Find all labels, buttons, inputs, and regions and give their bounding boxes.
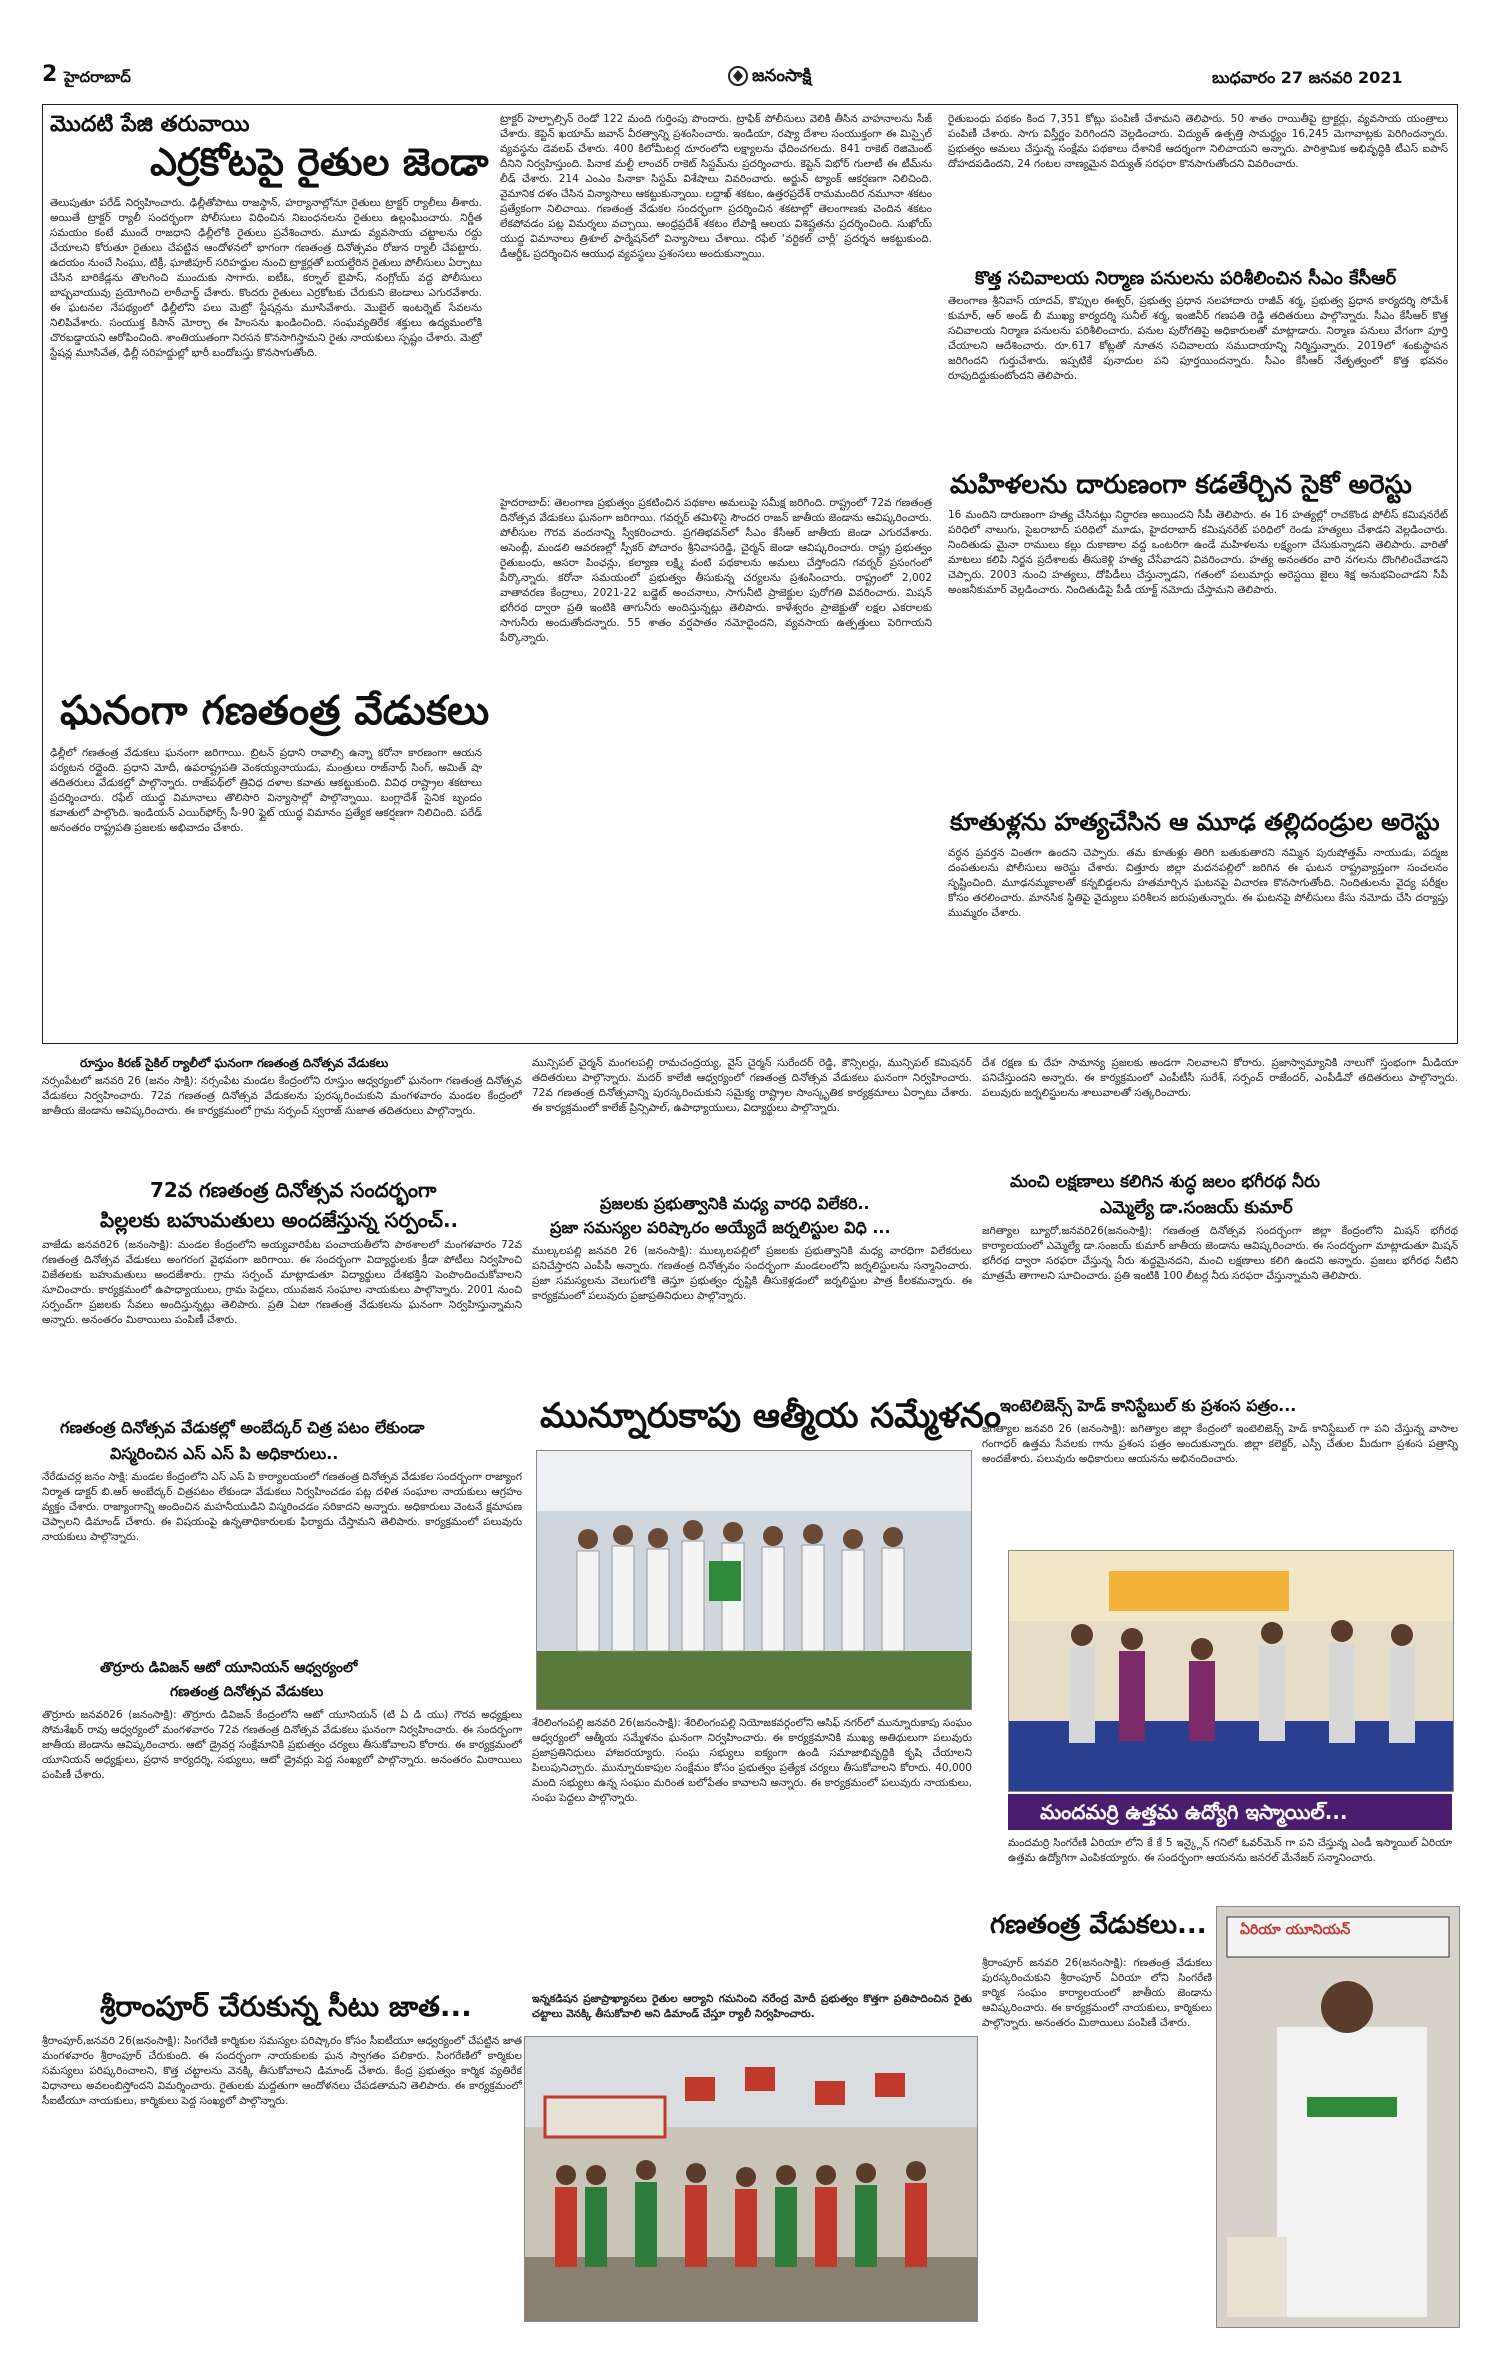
story-ambedkar-body: నేరేడుచర్ల జనం సాక్షి: మండల కేంద్రంలోని ఎస్ ఎస్ పి కార్యాలయంలో గణతంత్ర దినోత్సవ వేడుకల సందర్భంగా రాజ్యాంగ నిర్మాత డాక్టర్ బి.ఆర్ అంబేద్కర్ చిత్రపటం లేకుండా వేడుకలు నిర్వహించడం పట్ల దళిత సంఘాల నాయకులు ఆగ్రహం వ్యక్తం చేశారు. రాజ్యాంగాన్ని అందించిన మహనీయుడిని విస్మరించడం సరికాదని అన్నారు. అధికారులు వెంటనే క్షమాపణ చెప్పాలని డిమాండ్ చేశారు. ఈ విషయంపై ఉన్నతాధికారులకు ఫిర్యాదు చేస్తామని తెలిపారు. కార్యక్రమంలో పలువురు నాయకులు పాల్గొన్నారు. [42, 1471, 522, 1543]
photo-union-flag-hoisting [1216, 1906, 1460, 2328]
story-republic-celebrations-body: శ్రీరాంపూర్ జనవరి 26(జనంసాక్షి): గణతంత్ర వేడుకలు పురస్కరించుకుని శ్రీరాంపూర్ ఏరియా లోని సింగరేణి కార్మిక సంఘం కార్యాలయంలో జాతీయ జెండాను ఆవిష్కరించారు. ఈ కార్యక్రమంలో నాయకులు, కార్మికులు పాల్గొన్నారు. అనంతరం మిఠాయిలు పంపిణీ చేశారు. [982, 1957, 1212, 2029]
headline-psycho-arrest: మహిళలను దారుణంగా కడతేర్చిన సైకో అరెస్టు [950, 470, 1412, 500]
page-header [42, 60, 1458, 96]
headline-secretariat: కొత్త సచివాలయ నిర్మాణ పనులను పరిశీలించిన సీఎం కేసీఆర్ [975, 268, 1397, 289]
masthead-logo-icon [728, 66, 748, 86]
headline-auto-union-1: తొర్రూరు డివిజన్ ఆటో యూనియన్ ఆధ్వర్యంలో [100, 1660, 358, 1676]
masthead-title: జనంసాక్షి [752, 66, 812, 86]
headline-rustum-rally: రూస్తుం కిరణ్ సైకిల్ ర్యాలీలో ఘనంగా గణతంత్ర దినోత్సవ వేడుకలు [80, 1056, 389, 1070]
photo-union-banner-text: ఏరియా యూనియన్ [1240, 1922, 1351, 1938]
headline-ambedkar-1: గణతంత్ర దినోత్సవ వేడుకల్లో అంబేద్కర్ చిత్ర పటం లేకుండా [60, 1418, 425, 1437]
headline-gifts-1: 72వ గణతంత్ర దినోత్సవ సందర్భంగా [150, 1178, 437, 1202]
headline-intelligence: ఇంటెలిజెన్స్ హెడ్ కానిస్టేబుల్ కు ప్రశంస పత్రం... [1000, 1396, 1297, 1415]
story-secretariat-body: తెలంగాణ శ్రీనివాస్ యాదవ్, కొప్పుల ఈశ్వర్, ప్రభుత్వ ప్రధాన సలహాదారు రాజీవ్ శర్మ, ప్రభుత్వ ప్రధాన కార్యదర్శి సోమేశ్ కుమార్, ఆర్ అండ్ బీ ముఖ్య కార్యదర్శి సునీల్ శర్మ, ఇంజినీర్ గణపతి రెడ్డి తదితరులు పాల్గొన్నారు. సీఎం కేసీఆర్ కొత్త సచివాలయ నిర్మాణ పనులను పరిశీలించారు. పనుల పురోగతిపై అధికారులతో మాట్లాడారు. నిర్మాణ పనులు వేగంగా పూర్తి చేయాలని ఆదేశించారు. రూ.617 కోట్లతో నూతన సచివాలయ సముదాయాన్ని నిర్మిస్తున్నారు. 2019లో శంకుస్థాపన జరిగిందని గుర్తుచేశారు. ఇప్పటికే పునాదుల పని పూర్తయిందన్నారు. సీఎం కేసీఆర్ నేతృత్వంలో కొత్త భవనం రూపుదిద్దుకుంటోందని తెలిపారు. [948, 295, 1448, 382]
photo-farmers-rally [524, 2036, 978, 2322]
story-parents-arrest-body: వర్ధన ప్రవర్తన వింతగా ఉందని చెప్పారు. తమ కూతుళ్లు తిరిగి బతుకుతారని నమ్మిన పురుషోత్తమ్ నాయుడు, పద్మజ దంపతులను పోలీసులు అరెస్టు చేశారు. చిత్తూరు జిల్లా మదనపల్లిలో జరిగిన ఈ ఘటన రాష్ట్రవ్యాప్తంగా సంచలనం సృష్టించింది. మూఢనమ్మకాలతో కన్నబిడ్డలను హతమార్చిన ఘటనపై విచారణ కొనసాగుతోంది. నిందితులను వైద్య పరీక్షల కోసం తరలించారు. మానసిక స్థితిపై వైద్యులు పరిశీలన జరుపుతున్నారు. ఈ ఘటనపై పోలీసులు కేసు నమోదు చేసి దర్యాప్తు ముమ్మరం చేశారు. [948, 847, 1448, 919]
headline-bhagiratha-1: మంచి లక్షణాలు కలిగిన శుద్ధ జలం భగీరథ నీరు [1010, 1172, 1320, 1192]
photo-munnurukapu-meeting [536, 1450, 972, 1710]
headline-journalist-2: ప్రజా సమస్యల పరిష్కారం అయ్యేదే జర్నలిస్టుల విధి ... [550, 1218, 891, 1237]
headline-ambedkar-2: విస్మరించిన ఎస్ ఎస్ పి అధికారులు.. [110, 1444, 339, 1463]
headline-gifts-2: పిల్లలకు బహుమతులు అందజేస్తున్న సర్పంచ్.. [100, 1208, 459, 1232]
story-republic-day-body: ఢిల్లీలో గణతంత్ర వేడుకలు ఘనంగా జరిగాయి. బ్రిటన్ ప్రధాని రావాల్సి ఉన్నా కరోనా కారణంగా ఆయన పర్యటన రద్దైంది. ప్రధాని మోదీ, ఉపరాష్ట్రపతి వెంకయ్యనాయుడు, మంత్రులు రాజ్‌నాథ్ సింగ్, అమిత్ షా తదితరులు వేడుకల్లో పాల్గొన్నారు. రాజ్‌పథ్‌లో త్రివిధ దళాల కవాతు ఆకట్టుకుంది. వివిధ రాష్ట్రాల శకటాలు ప్రదర్శించారు. రఫేల్ యుద్ధ విమానాలు తొలిసారి విన్యాసాల్లో పాల్గొన్నాయి. బంగ్లాదేశ్ సైనిక బృందం కవాతులో పాల్గొంది. ఇండియన్ ఎయిర్‌ఫోర్స్ సీ-90 ఫ్లైట్ యుద్ధ విమానం ప్రత్యేక ఆకర్షణగా నిలిచింది. పరేడ్ అనంతరం రాష్ట్రపతి ప్రజలకు అభివాదం చేశారు. [50, 747, 482, 834]
headline-republic-celebrations: గణతంత్ర వేడుకలు... [990, 1910, 1207, 1940]
headline-red-fort: ఎర్రకోటపై రైతుల జెండా [150, 140, 489, 184]
headline-citu-jatha: శ్రీరాంపూర్ చేరుకున్న సీటు జాత... [100, 1990, 472, 2023]
story-bhagiratha-body: జగిత్యాల బ్యూరో,జనవరి26(జనంసాక్షి): గణతంత్ర దినోత్సవ సందర్భంగా జిల్లా కేంద్రంలోని మిషన్ భగీరథ కార్యాలయంలో ఎమ్మెల్యే డా.సంజయ్ కుమార్ జాతీయ జెండాను ఆవిష్కరించారు. ఈ సందర్భంగా మాట్లాడుతూ మిషన్ భగీరథ ద్వారా సరఫరా చేస్తున్న నీరు శుద్ధమైనదని, మంచి లక్షణాలు కలిగి ఉందని అన్నారు. ప్రజలు భగీరథ నీటిని మాత్రమే తాగాలని సూచించారు. ప్రతి ఇంటికి 100 లీటర్ల నీరు సరఫరా చేస్తున్నామని తెలిపారు. [982, 1225, 1458, 1282]
page-date: బుధవారం 27 జనవరి 2021 [1212, 68, 1403, 87]
story-red-fort-body: తెలుపుతూ పరేడ్ నిర్వహించారు. ఢిల్లీతోపాటు రాజస్థాన్, హర్యానాల్లోనూ రైతులు ట్రాక్టర్ ర్యాలీలు తీశారు. అయితే ట్రాక్టర్ ర్యాలీ సందర్భంగా పోలీసులు విధించిన నిబంధనలను రైతులు ఉల్లంఘించారు. నిర్ణీత సమయం కంటే ముందే రాజధాని ఢిల్లీలోకి రైతులు ప్రవేశించారు. మూడు వ్యవసాయ చట్టాలను రద్దు చేయాలని కోరుతూ రైతులు చేపట్టిన ఆందోళనలో భాగంగా గణతంత్ర దినోత్సవం రోజున ర్యాలీ చేపట్టారు. ఉదయం నుంచే సింఘు, టిక్రీ, ఘాజీపూర్ సరిహద్దుల నుంచి ట్రాక్టర్లతో బయల్దేరిన రైతులు పోలీసులు ఏర్పాటు చేసిన బారికేడ్లను తొలగించి ముందుకు సాగారు. ఐటీఓ, కర్నాల్ బైపాస్, నంగ్లోయ్ వద్ద పోలీసులు బాష్పవాయువు ప్రయోగించి లాఠీచార్జ్ చేశారు. కొందరు రైతులు ఎర్రకోటకు చేరుకుని జెండాలు ఎగురవేశారు. ఈ ఘటనల నేపథ్యంలో ఢిల్లీలోని పలు మెట్రో స్టేషన్లను మూసివేశారు. మొబైల్ ఇంటర్నెట్ సేవలను నిలిపివేశారు. సంయుక్త కిసాన్ మోర్చా ఈ హింసను ఖండించింది. సంఘవ్యతిరేక శక్తులు ఉద్యమంలోకి చొరబడ్డాయని ఆరోపించింది. శాంతియుతంగా నిరసన కొనసాగిస్తామని రైతు నాయకులు స్పష్టం చేశారు. మెట్రో స్టేషన్ల మూసివేత, ఢిల్లీ సరిహద్దుల్లో భారీ బందోబస్తు కొనసాగుతోంది. [50, 197, 482, 359]
headline-republic-day: ఘనంగా గణతంత్ర వేడుకలు [60, 688, 490, 734]
photo-best-employee [1008, 1550, 1454, 1792]
story-auto-union-body: తొర్రూరు జనవరి26 (జనంసాక్షి): తొర్రూరు డివిజన్ కేంద్రంలోని ఆటో యూనియన్ (టి ఏ డి యు) గౌరవ అధ్యక్షులు సోమశేఖర్ రావు ఆధ్వర్యంలో మంగళవారం 72వ గణతంత్ర దినోత్సవ వేడుకలు ఘనంగా నిర్వహించారు. ఈ సందర్భంగా జాతీయ జెండాను ఆవిష్కరించారు. ఆటో డ్రైవర్ల సంక్షేమానికి ప్రభుత్వం చర్యలు తీసుకోవాలని కోరారు. ఈ కార్యక్రమంలో యూనియన్ అధ్యక్షులు, ప్రధాన కార్యదర్శి, సభ్యులు, ఆటో డ్రైవర్లు పెద్ద సంఖ్యలో పాల్గొన్నారు. అనంతరం మిఠాయిలు పంపిణీ చేశారు. [42, 1709, 522, 1781]
headline-auto-union-2: గణతంత్ర దినోత్సవ వేడుకలు [170, 1684, 324, 1700]
story-munnurukapu-body: శేరిలింగంపల్లి జనవరి 26(జనంసాక్షి): శేరిలింగంపల్లి నియోజకవర్గంలోని ఆసిఫ్ నగర్‌లో మున్నూరుకాపు సంఘం ఆధ్వర్యంలో ఆత్మీయ సమ్మేళనం ఘనంగా నిర్వహించారు. ఈ కార్యక్రమానికి ముఖ్య అతిథులుగా పలువురు ప్రజాప్రతినిధులు హాజరయ్యారు. సంఘ సభ్యులు ఐక్యంగా ఉండి సమాజాభివృద్ధికి కృషి చేయాలని పిలుపునిచ్చారు. మున్నూరుకాపుల సంక్షేమం కోసం ప్రభుత్వం ప్రత్యేక చర్యలు తీసుకోవాలని కోరారు. 40,000 మంది సభ్యులు ఉన్న సంఘం మరింత బలోపేతం కావాలని అన్నారు. ఈ కార్యక్రమంలో పలువురు నాయకులు, సంఘ పెద్దలు పాల్గొన్నారు. [532, 1717, 972, 1804]
caption-best-employee: మందమర్రి ఉత్తమ ఉద్యోగి ఇస్మాయిల్... [1008, 1794, 1452, 1830]
story-intelligence-body: జగిత్యాల జనవరి 26 (జనంసాక్షి): జగిత్యాల జిల్లా కేంద్రంలో ఇంటెలిజెన్స్ హెడ్ కానిస్టేబుల్ గా పని చేస్తున్న వాసాల గంగాధర్ ఉత్తమ సేవలకు గాను ప్రశంస పత్రం అందుకున్నారు. జిల్లా కలెక్టర్, ఎస్పీ చేతుల మీదుగా ప్రశంస పత్రాన్ని అందజేశారు. పలువురు అధికారులు ఆయనను అభినందించారు. [982, 1423, 1458, 1465]
headline-parents-arrest: కూతుళ్లను హత్యచేసిన ఆ మూఢ తల్లిదండ్రుల అరెస్టు [950, 808, 1440, 836]
story-column-3-top: రైతుబంధు పథకం కింద 7,351 కోట్లు పంపిణీ చేశామని తెలిపారు. 50 శాతం రాయితీపై ట్రాక్టర్లు, వ్యవసాయ యంత్రాలు పంపిణీ చేశారు. సాగు విస్తీర్ణం పెరిగిందని వెల్లడించారు. విద్యుత్ ఉత్పత్తి సామర్థ్యం 16,245 మెగావాట్లకు పెరిగిందన్నారు. ప్రభుత్వం అమలు చేస్తున్న సంక్షేమ పథకాలు దేశానికే ఆదర్శంగా నిలిచాయని అన్నారు. పారిశ్రామిక అభివృద్ధికి టీఎస్ ఐపాస్ దోహదపడిందని, 24 గంటల నాణ్యమైన విద్యుత్ సరఫరా కొనసాగుతోందని వివరించారు. [948, 113, 1448, 170]
story-gifts-body: వాజేడు జనవరి26 (జనంసాక్షి): మండల కేంద్రంలోని అయ్యవారిపేట పంచాయతీలోని పాఠశాలలో మంగళవారం 72వ గణతంత్ర దినోత్సవ వేడుకలు అంగరంగ వైభవంగా జరిగాయి. ఈ సందర్భంగా విద్యార్థులకు క్రీడా పోటీలు నిర్వహించి విజేతలకు బహుమతులు అందజేశారు. గ్రామ సర్పంచ్ మాట్లాడుతూ విద్యార్థులు దేశభక్తిని పెంపొందించుకోవాలని సూచించారు. కార్యక్రమంలో ఉపాధ్యాయులు, గ్రామ పెద్దలు, యువజన సంఘాల నాయకులు పాల్గొన్నారు. 2001 నుంచి సర్పంచ్‌గా ప్రజలకు సేవలు అందిస్తున్నట్లు తెలిపారు. ప్రతి ఏటా గణతంత్ర వేడుకలను ఘనంగా నిర్వహిస్తున్నామని అన్నారు. అనంతరం మిఠాయిలు పంపిణీ చేశారు. [42, 1239, 522, 1326]
story-rustum-rally-body: నర్సంపేటలో జనవరి 26 (జనం సాక్షి): నర్సంపేట మండల కేంద్రంలోని రూస్తుం ఆధ్వర్యంలో ఘనంగా గణతంత్ర దినోత్సవ వేడుకలు నిర్వహించారు. 72వ గణతంత్ర దినోత్సవ వేడుకలను పురస్కరించుకుని మంగళవారం మండల కేంద్రంలో జాతీయ జెండాను ఆవిష్కరించారు. ఈ కార్యక్రమంలో గ్రామ సర్పంచ్ స్వరాజ్ సుజాత తదితరులు పాల్గొన్నారు. [42, 1075, 522, 1117]
story-municipal-body: మున్సిపల్ చైర్మన్ మంగలపల్లి రామచంద్రయ్య, వైస్ చైర్మన్ సురేందర్ రెడ్డి, కౌన్సిలర్లు, మున్సిపల్ కమిషనర్ తదితరులు పాల్గొన్నారు. మదర్ కాలేజీ ఆధ్వర్యంలో గణతంత్ర దినోత్సవ వేడుకలు ఘనంగా నిర్వహించారు. 72వ గణతంత్ర దినోత్సవాన్ని పురస్కరించుకుని సమైక్య రాష్ట్రాల సాంస్కృతిక కార్యక్రమాలు ఏర్పాటు చేశారు. ఈ కార్యక్రమంలో కాలేజ్ ప్రిన్సిపాల్, ఉపాధ్యాయులు, విద్యార్థులు పాల్గొన్నారు. [532, 1057, 972, 1114]
headline-munnurukapu: మున్నూరుకాపు ఆత్మీయ సమ్మేళనం [540, 1396, 1002, 1436]
headline-journalist-1: ప్రజలకు ప్రభుత్వానికి మధ్య వారధి విలేకరి.. [600, 1194, 870, 1213]
continued-kicker: మొదటి పేజి తరువాయి [50, 112, 250, 137]
headline-bhagiratha-2: ఎమ్మెల్యే డా.సంజయ్ కుమార్ [1100, 1198, 1293, 1218]
story-media-body: దేశ రక్షణ కు దేహ సామాన్య ప్రజలకు అండగా నిలవాలని కోరారు. ప్రజాస్వామ్యానికి నాలుగో స్తంభంగా మీడియా పనిచేస్తుందని అన్నారు. ఈ కార్యక్రమంలో ఎంపీటీసీ సురేశ్, సర్పంచ్ రాజేందర్, ఎంపీడీవో తదితరులు పాల్గొన్నారు. పలువురు జర్నలిస్టులను శాలువాలతో సత్కరించారు. [982, 1057, 1458, 1099]
story-column-2-bottom: హైదరాబాద్: తెలంగాణ ప్రభుత్వం ప్రకటించిన పథకాల అమలుపై సమీక్ష జరిగింది. రాష్ట్రంలో 72వ గణతంత్ర దినోత్సవ వేడుకలు ఘనంగా జరిగాయి. గవర్నర్ తమిళిసై సౌందర రాజన్ జాతీయ జెండాను ఆవిష్కరించారు. పోలీసుల గౌరవ వందనాన్ని స్వీకరించారు. ప్రగతిభవన్‌లో సీఎం కేసీఆర్ జాతీయ జెండా ఎగురవేశారు. అసెంబ్లీ, మండలి ఆవరణల్లో స్పీకర్ పోచారం శ్రీనివాసరెడ్డి, చైర్మన్ జెండా ఆవిష్కరించారు. రాష్ట్ర ప్రభుత్వం రైతుబంధు, ఆసరా పింఛన్లు, కల్యాణ లక్ష్మి వంటి పథకాలను అమలు చేస్తోందని గవర్నర్ ప్రసంగంలో పేర్కొన్నారు. కరోనా సమయంలో ప్రభుత్వం తీసుకున్న చర్యలను ప్రశంసించారు. రాష్ట్రంలో 2,002 వాతావరణ కేంద్రాలు, 2021-22 బడ్జెట్ అంచనాలు, సాగునీటి ప్రాజెక్టుల పురోగతి వివరించారు. మిషన్ భగీరథ ద్వారా ప్రతి ఇంటికి తాగునీరు అందిస్తున్నట్లు తెలిపారు. కాళేశ్వరం ప్రాజెక్టుతో లక్షల ఎకరాలకు సాగునీరు అందుతోందన్నారు. 55 శాతం వర్షపాతం నమోదైందని, వ్యవసాయ ఉత్పత్తులు పెరిగాయని పేర్కొన్నారు. [500, 497, 932, 644]
story-best-employee-body: మందమర్రి సింగరేణి ఏరియా లోని కే కే 5 ఇన్క్లైన్ గనిలో ఓవర్‌మెన్ గా పని చేస్తున్న ఎండీ ఇస్మాయిల్ ఏరియా ఉత్తమ ఉద్యోగిగా ఎంపికయ్యారు. ఈ సందర్భంగా ఆయనను జనరల్ మేనేజర్ సన్మానించారు. [1008, 1837, 1452, 1864]
page-number: 2 [42, 62, 58, 87]
page-city: హైదరాబాద్ [64, 68, 131, 86]
story-journalist-body: ముల్కలపల్లి జనవరి 26 (జనంసాక్షి): ముల్కలపల్లిలో ప్రజలకు ప్రభుత్వానికి మధ్య వారధిగా విలేకరులు పనిచేస్తారని ఎంపీపీ అన్నారు. గణతంత్ర దినోత్సవం సందర్భంగా మండలంలోని జర్నలిస్టులను సన్మానించారు. ప్రజా సమస్యలను వెలుగులోకి తెస్తూ ప్రభుత్వం దృష్టికి తీసుకెళ్లడంలో జర్నలిస్టుల పాత్ర కీలకమన్నారు. ఈ కార్యక్రమంలో పలువురు ప్రజాప్రతినిధులు పాల్గొన్నారు. [532, 1245, 972, 1302]
story-citu-jatha-body: శ్రీరాంపూర్,జనవరి 26(జనంసాక్షి): సింగరేణి కార్మికుల సమస్యల పరిష్కారం కోసం సీఐటీయూ ఆధ్వర్యంలో చేపట్టిన జాత మంగళవారం శ్రీరాంపూర్ చేరుకుంది. ఈ సందర్భంగా నాయకులకు ఘన స్వాగతం పలికారు. సింగరేణిలో కార్మికుల సమస్యలు పరిష్కరించాలని, కొత్త చట్టాలను వెనక్కి తీసుకోవాలని డిమాండ్ చేశారు. కేంద్ర ప్రభుత్వం కార్మిక వ్యతిరేక విధానాలు అవలంబిస్తోందని విమర్శించారు. రైతులకు మద్దతుగా ఆందోళనలు చేపడతామని తెలిపారు. ఈ కార్యక్రమంలో సీఐటీయూ నాయకులు, కార్మికులు పెద్ద సంఖ్యలో పాల్గొన్నారు. [42, 2035, 522, 2107]
caption-farmers-rally: ఇన్నకడిషన ప్రజాప్రాఖ్యానలు రైతుల ఆర్యాని గమనించి నరేంద్ర మోదీ ప్రభుత్వం కొత్తగా ప్రతిపాదించిన రైతు చట్టాలు వెనక్కి తీసుకోవాలి అని డిమాండ్ చేస్తూ ర్యాలీ నిర్వహించారు. [532, 1993, 972, 2020]
story-psycho-arrest-body: 16 మందిని దారుణంగా హత్య చేసినట్లు నిర్ధారణ అయిందని సీపీ తెలిపారు. ఈ 16 హత్యల్లో రాచకొండ పోలీస్ కమిషనరేట్ పరిధిలో నాలుగు, సైబరాబాద్ పరిధిలో మూడు, హైదరాబాద్ కమిషనరేట్ పరిధిలో రెండు హత్యలు చేశాడని వెల్లడించారు. నిందితుడు మైనా రాములు కల్లు దుకాణాల వద్ద ఒంటరిగా ఉండే మహిళలను లక్ష్యంగా చేసుకున్నాడని తెలిపారు. వారితో మాటలు కలిపి నిర్జన ప్రదేశాలకు తీసుకెళ్లి హత్య చేసేవాడని వివరించారు. హత్య అనంతరం వారి నగలను దొంగిలించేవాడని చెప్పారు. 2003 నుంచి హత్యలు, దోపిడీలు చేస్తున్నాడని, గతంలో పలుమార్లు అరెస్టయి జైలు శిక్ష అనుభవించాడని సీపీ అంజనీకుమార్ వెల్లడించారు. నిందితుడిపై పీడీ యాక్ట్ నమోదు చేస్తామని తెలిపారు. [948, 509, 1448, 596]
story-column-2-top: ట్రాక్టర్ హెల్పాల్సిన్ రెండో 122 మంది గుర్తింపు పొందారు. ట్రాఫిక్ పోలీసులు వెలికి తీసిన వాహనాలను సీజ్ చేశారు. కెప్టెన్ ఖయామ్ జవాన్ వీరత్వాన్ని ప్రశంసించారు. ఇండియా, రష్యా దేశాల సంయుక్తంగా ఈ మిస్సైల్ వ్యవస్థను డెవలప్ చేశారు. 400 కిలోమీటర్ల దూరంలోని లక్ష్యాలను ఛేదించగలదు. 841 రాకెట్ రెజిమెంట్ దీనిని నిర్వహిస్తుంది. పినాక మల్టీ లాంచర్ రాకెట్ సిస్టమ్‌ను ప్రదర్శించారు. కెప్టెన్ విభోర్ గులాటీ ఈ టీమ్‌ను లీడ్ చేశారు. 214 ఎంఎం పినాకా సిస్టమ్ విశేషాలు వివరించారు. అర్జున్ ట్యాంక్ ఆకర్షణగా నిలిచింది. వైమానిక దళం చేసిన విన్యాసాలు ఆకట్టుకున్నాయి. లద్దాఖ్ శకటం, ఉత్తరప్రదేశ్ రామమందిర నమూనా శకటం ప్రత్యేకంగా నిలిచాయి. గణతంత్ర వేడుకల సందర్భంగా ప్రదర్శించిన శకటాల్లో తెలంగాణకు చెందిన శకటం లేకపోవడం పట్ల విమర్శలు వచ్చాయి. ఆంధ్రప్రదేశ్ శకటం లేపాక్షి ఆలయ విశిష్టతను ప్రదర్శించింది. సుఖోయ్ యుద్ధ విమానాలు త్రిశూల్ ఫార్మేషన్‌లో విన్యాసాలు చేశాయి. రఫేల్ ‘వర్టికల్ చార్లీ’ ప్రదర్శన ఆకట్టుకుంది. డీఆర్డీఓ ప్రదర్శించిన ఆయుధ వ్యవస్థలు ప్రశంసలు అందుకున్నాయి. [500, 113, 932, 260]
